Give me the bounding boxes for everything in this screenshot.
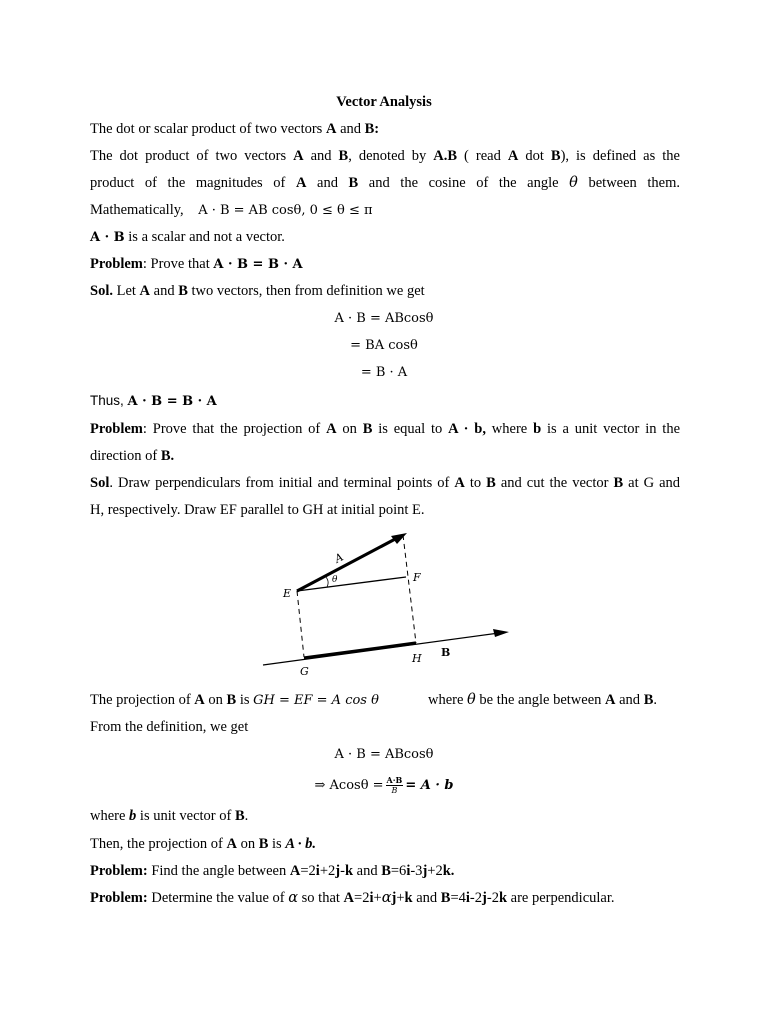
vector-b-arrowhead <box>493 629 509 637</box>
vector-a-line <box>297 537 399 591</box>
perpendicular-h <box>403 535 416 643</box>
solution-1: Sol. Let A and B two vectors, then from definition we get <box>90 283 425 299</box>
projection-figure <box>255 525 525 680</box>
label-f: F <box>413 571 421 584</box>
problem-2-line-2: direction of B. <box>90 448 175 464</box>
problem-3: Problem: Find the angle between A=2i+2j-k and B=6i-3j+2k. <box>90 863 455 879</box>
definition-line-3: Mathematically, A · B = AB cosθ, 0 ≤ θ ≤ π <box>90 202 373 218</box>
label-b: B <box>441 646 451 659</box>
definition-line-2: product of the magnitudes of A and B and the cosine of the angle θ between them. <box>90 175 680 191</box>
page-title: Vector Analysis <box>336 94 432 110</box>
unit-vector-note: where b is unit vector of B. <box>90 808 249 824</box>
thus-line: Thus, A · B = B · A <box>90 393 217 409</box>
projection-where-clause: where θ be the angle between A and B. <box>428 692 657 708</box>
label-e: E <box>283 587 292 600</box>
solution-2-line-2: H, respectively. Draw EF parallel to GH at initial point E. <box>90 502 425 518</box>
label-a: A <box>332 550 346 566</box>
label-g: G <box>300 665 309 678</box>
scalar-note: A · B is a scalar and not a vector. <box>90 229 285 245</box>
definition-line-1: The dot product of two vectors A and B, denoted by A.B ( read A dot B), is defined as the <box>90 148 680 164</box>
dot-product-formula: A · B = AB cosθ, 0 ≤ θ ≤ π <box>198 203 373 218</box>
equation-2-line-2: ⇒ Acosθ = $\frac{A\cdot B}{B}$ = A · b <box>314 775 454 795</box>
equation-1-line-1: A · B = ABcosθ <box>334 311 434 326</box>
equation-2-line-1: A · B = ABcosθ <box>334 747 434 762</box>
from-definition: From the definition, we get <box>90 719 249 735</box>
segment-gh <box>304 643 416 658</box>
projection-conclusion: Then, the projection of A on B is A · b. <box>90 836 316 852</box>
projection-statement: The projection of A on B is GH = EF = A cos θ <box>90 692 379 708</box>
equation-1-line-2: = BA cosθ <box>350 338 418 353</box>
dot-product-heading: The dot or scalar product of two vectors A and B: <box>90 121 380 137</box>
perpendicular-eg <box>297 591 304 657</box>
problem-1: Problem: Prove that A · B = B · A <box>90 256 303 272</box>
label-theta: θ <box>332 575 338 585</box>
problem-2-line-1: Problem: Prove that the projection of A on B is equal to A · b, where b is a unit vector in the <box>90 421 681 437</box>
problem-4: Problem: Determine the value of α so that A=2i+αj+k and B=4i-2j-2k are perpendicular. <box>90 890 615 906</box>
label-h: H <box>412 652 422 665</box>
fraction: $\frac{A\cdot B}{B}$ <box>386 775 403 795</box>
vector-a-arrowhead <box>391 533 407 544</box>
solution-2-line-1: Sol. Draw perpendiculars from initial and terminal points of A to B and cut the vector B at G and <box>90 475 681 491</box>
equation-1-line-3: = B · A <box>360 365 408 380</box>
